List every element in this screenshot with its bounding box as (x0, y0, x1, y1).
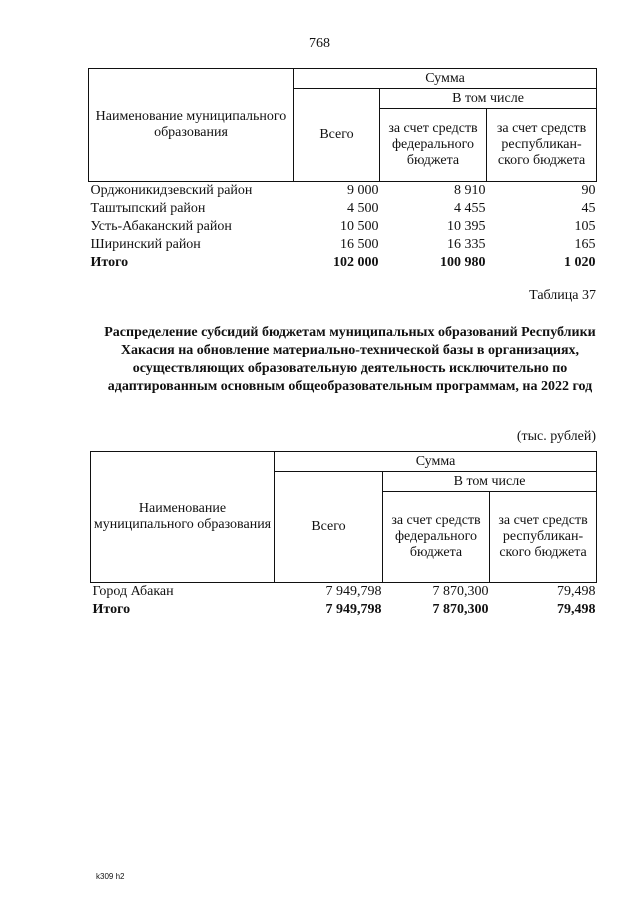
table-title: Распределение субсидий бюджетам муниципальных образований Республики Хакасия на обновление материально-технической базы в организациях, осуществляющих образовательную деятельность исключительно по адаптированным основным общеобразовательным программам, на 2022 год (104, 325, 596, 394)
row-federal: 4 455 (454, 201, 486, 216)
total-federal: 100 980 (440, 255, 486, 270)
total-row (91, 601, 597, 619)
header-sum: Сумма (275, 452, 597, 472)
table-row (89, 200, 597, 218)
total-republican: 1 020 (564, 255, 596, 270)
total-row (89, 254, 597, 272)
row-republican: 79,498 (557, 584, 596, 599)
row-republican: 105 (574, 219, 596, 234)
row-name: Ширинский район (90, 237, 201, 252)
row-name: Усть-Абаканский район (90, 219, 232, 234)
subsidy-table-2 (90, 451, 597, 619)
table-row (89, 182, 597, 201)
header-republican: за счет средств республикан- ского бюджета (487, 109, 597, 182)
footer-code: k309 h2 (96, 872, 125, 881)
header-name: Наименование муниципального образования (89, 69, 294, 182)
row-republican: 90 (581, 183, 596, 198)
total-label: Итого (90, 255, 129, 270)
total-sum: 102 000 (333, 255, 379, 270)
header-sum: Сумма (294, 69, 597, 89)
table-row (89, 218, 597, 236)
row-name: Город Абакан (92, 584, 174, 599)
table-row (91, 583, 597, 602)
header-name: Наименование муниципального образования (91, 452, 275, 583)
header-federal: за счет средств федерального бюджета (380, 109, 487, 182)
row-name: Таштыпский район (90, 201, 206, 216)
total-label: Итого (92, 602, 131, 617)
row-total: 16 500 (340, 237, 379, 252)
header-including: В том числе (383, 472, 597, 492)
table-row (89, 236, 597, 254)
row-federal: 8 910 (454, 183, 486, 198)
table-number: Таблица 37 (529, 288, 596, 303)
row-republican: 45 (581, 201, 596, 216)
row-name: Орджоникидзевский район (90, 183, 253, 198)
header-federal: за счет средств федерального бюджета (383, 492, 490, 583)
row-total: 7 949,798 (325, 584, 382, 599)
total-federal: 7 870,300 (432, 602, 489, 617)
total-republican: 79,498 (557, 602, 596, 617)
row-republican: 165 (574, 237, 596, 252)
row-federal: 16 335 (447, 237, 486, 252)
total-sum: 7 949,798 (325, 602, 382, 617)
header-total: Всего (275, 472, 383, 583)
units-label: (тыс. рублей) (516, 429, 596, 444)
row-total: 9 000 (347, 183, 379, 198)
page-number: 768 (309, 36, 330, 51)
row-federal: 7 870,300 (432, 584, 489, 599)
row-total: 4 500 (347, 201, 379, 216)
subsidy-table-1 (88, 68, 597, 272)
row-total: 10 500 (340, 219, 379, 234)
header-total: Всего (294, 89, 380, 182)
header-republican: за счет средств республикан- ского бюджета (490, 492, 597, 583)
row-federal: 10 395 (447, 219, 486, 234)
header-including: В том числе (380, 89, 597, 109)
